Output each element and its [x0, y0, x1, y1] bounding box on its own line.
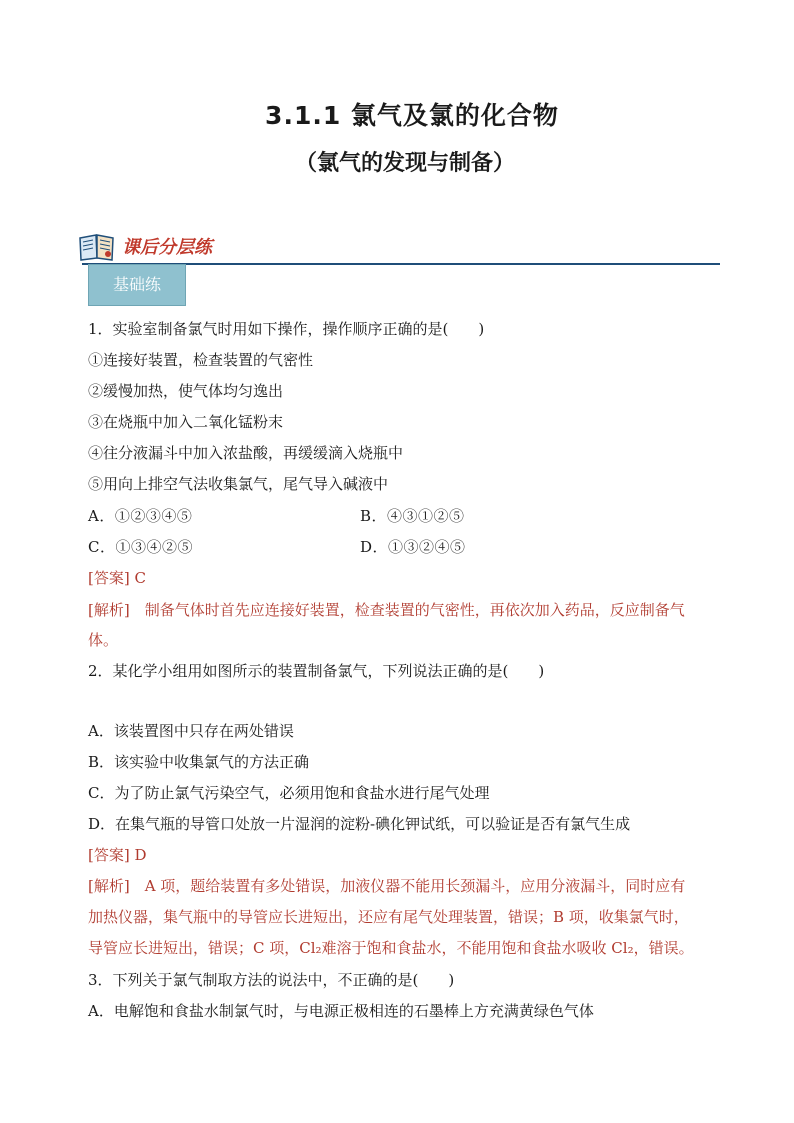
q1-step: ②缓慢加热，使气体均匀逸出	[88, 382, 284, 400]
q1-choice-a: A．①②③④⑤	[88, 507, 193, 525]
book-icon	[78, 232, 116, 262]
q1-step: ⑤用向上排空气法收集氯气，尾气导入碱液中	[88, 475, 389, 493]
q1-analysis: [解析] 制备气体时首先应连接好装置，检查装置的气密性，再依次加入药品，反应制备气	[88, 601, 685, 619]
q1-choice-c: C．①③④②⑤	[88, 538, 193, 556]
q2-stem: 2．某化学小组用如图所示的装置制备氯气，下列说法正确的是( )	[88, 662, 545, 680]
q1-answer: [答案] C	[88, 569, 146, 587]
document-subtitle: （氯气的发现与制备）	[294, 151, 515, 176]
q2-answer: [答案] D	[88, 846, 147, 864]
section-title: 课后分层练	[122, 237, 212, 258]
q1-step: ④往分液漏斗中加入浓盐酸，再缓缓滴入烧瓶中	[88, 444, 404, 462]
q2-analysis: [解析] A 项，题给装置有多处错误，加液仪器不能用长颈漏斗，应用分液漏斗，同时应有	[88, 877, 686, 895]
q2-analysis-cont: 加热仪器，集气瓶中的导管应长进短出，还应有尾气处理装置，错误；B 项，收集氯气时，	[88, 908, 689, 926]
q2-option-a: A．该装置图中只存在两处错误	[88, 722, 294, 740]
q2-option-c: C．为了防止氯气污染空气，必须用饱和食盐水进行尾气处理	[88, 784, 490, 802]
q1-choice-b: B．④③①②⑤	[360, 507, 465, 525]
q2-option-b: B．该实验中收集氯气的方法正确	[88, 753, 310, 771]
q2-option-d: D．在集气瓶的导管口处放一片湿润的淀粉-碘化钾试纸，可以验证是否有氯气生成	[88, 815, 631, 833]
q2-analysis-cont: 导管应长进短出，错误；C 项，Cl₂难溶于饱和食盐水，不能用饱和食盐水吸收 Cl₂，错误。	[88, 939, 694, 957]
q1-stem: 1．实验室制备氯气时用如下操作，操作顺序正确的是( )	[88, 320, 485, 338]
document-title: 3.1.1 氯气及氯的化合物	[265, 101, 559, 130]
q3-option-a: A．电解饱和食盐水制氯气时，与电源正极相连的石墨棒上方充满黄绿色气体	[88, 1002, 594, 1020]
level-tag: 基础练	[88, 264, 186, 306]
q1-step: ③在烧瓶中加入二氧化锰粉末	[88, 413, 284, 431]
q1-choice-d: D．①③②④⑤	[360, 538, 466, 556]
section-header	[76, 228, 720, 268]
q1-analysis-cont: 体。	[88, 631, 119, 649]
q1-step: ①连接好装置，检查装置的气密性	[88, 351, 314, 369]
q3-stem: 3．下列关于氯气制取方法的说法中，不正确的是( )	[88, 971, 455, 989]
